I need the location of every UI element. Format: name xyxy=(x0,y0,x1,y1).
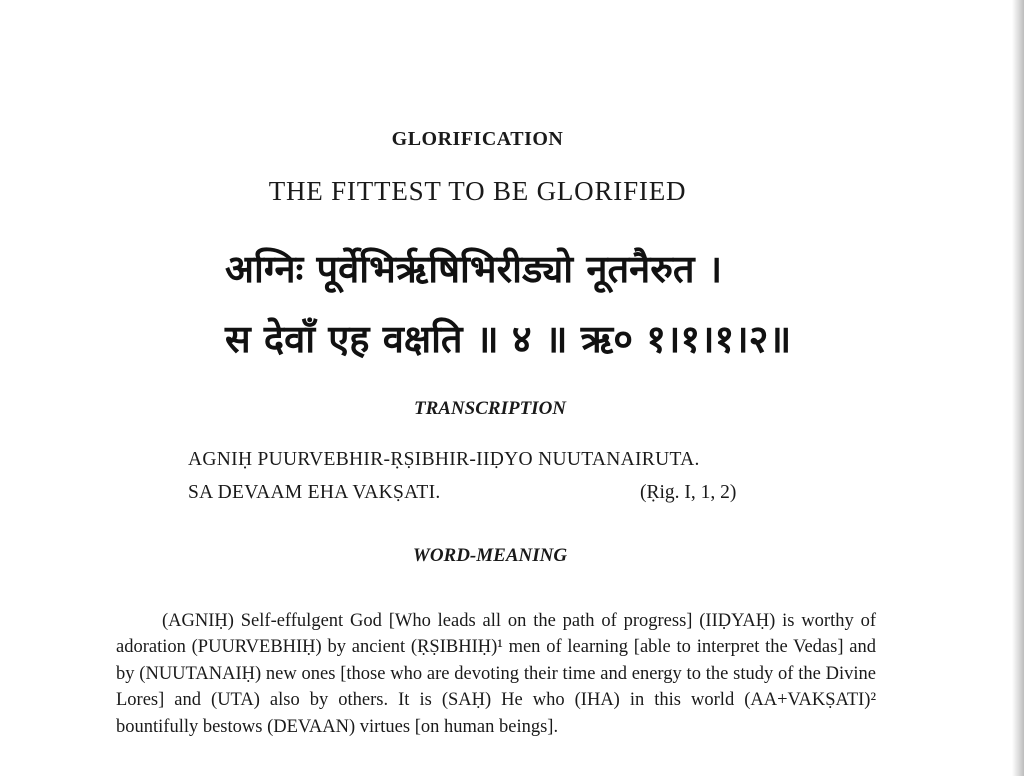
verse-reference: (Ṛig. I, 1, 2) xyxy=(640,482,737,503)
section-heading: GLORIFICATION xyxy=(391,128,564,150)
word-meaning-paragraph: (AGNIḤ) Self-effulgent God [Who leads all on the path of progress] (IIḌYAḤ) is worthy of adoration (PUURVEBHIḤ) by ancient (ṚṢIBHIḤ)¹ men of learning [able to interpret the Vedas] and by (NUUTANAIḤ) new ones [those who are devoting their time and energy to the study of the Divine Lores] and (UTA) also by others. It is (SAḤ) He who (IHA) in this world (AA+VAKṢATI)² bountifully bestows (DEVAAN) virtues [on human beings]. xyxy=(116,610,876,737)
sanskrit-verse-line-2: स देवाँ एह वक्षति ॥ ४ ॥ ऋ० १।१।१।२॥ xyxy=(225,317,792,361)
page-edge-shadow xyxy=(1012,0,1024,776)
transcription-heading: TRANSCRIPTION xyxy=(413,398,567,419)
word-meaning-heading: WORD-MEANING xyxy=(412,545,568,566)
transcription-line-2: SA DEVAAM EHA VAKṢATI. xyxy=(188,482,441,503)
page-title: THE FITTEST TO BE GLORIFIED xyxy=(268,176,687,206)
transcription-line-1: AGNIḤ PUURVEBHIR-ṚṢIBHIR-IIḌYO NUUTANAIRUTA. xyxy=(188,449,700,470)
sanskrit-verse-line-1: अग्निः पूर्वेभिर्ऋषिभिरीड्यो नूतनैरुत । xyxy=(225,247,723,291)
